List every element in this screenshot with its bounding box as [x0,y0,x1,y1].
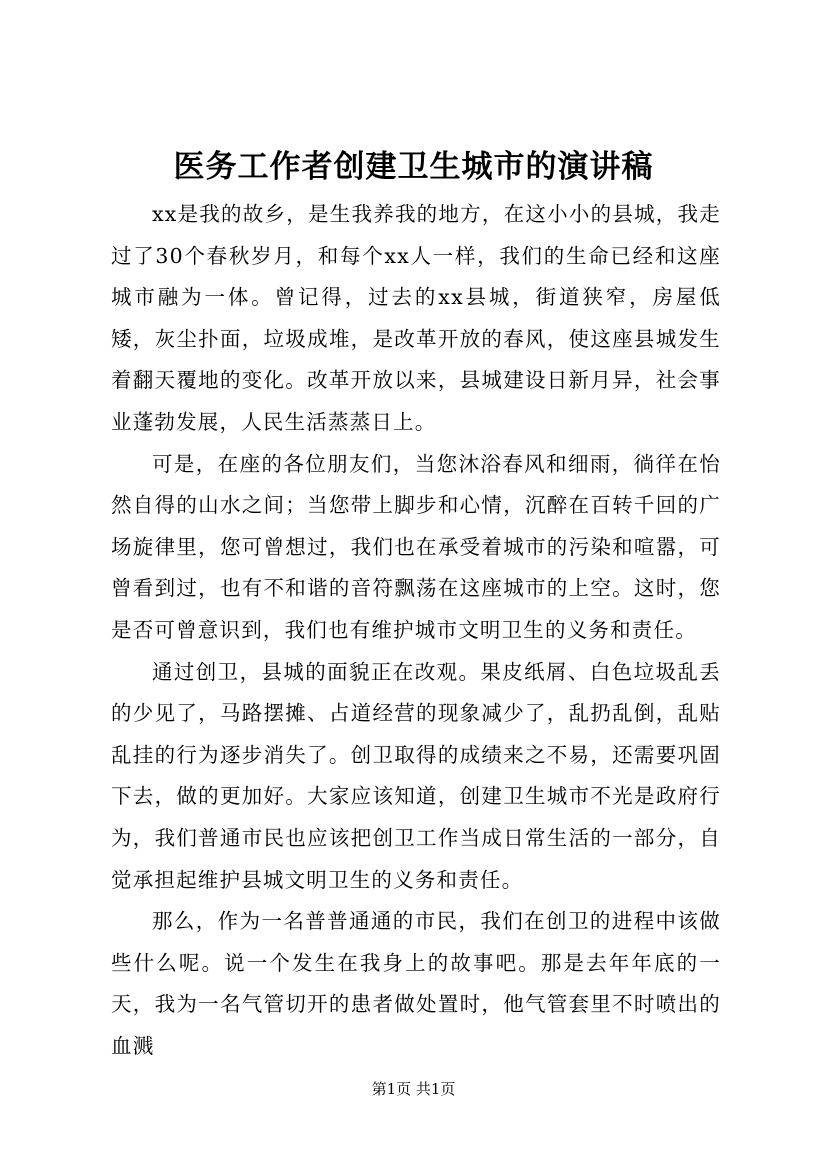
paragraph-3: 通过创卫，县城的面貌正在改观。果皮纸屑、白色垃圾乱丢的少见了，马路摆摊、占道经营的现象减少了，乱扔乱倒，乱贴乱挂的行为逐步消失了。创卫取得的成绩来之不易，还需要巩固下去，做的更加好。大家应该知道，创建卫生城市不光是政府行为，我们普通市民也应该把创卫工作当成日常生活的一部分，自觉承担起维护县城文明卫生的义务和责任。 [111,659,721,892]
document-title: 医务工作者创建卫生城市的演讲稿 [173,149,654,185]
paragraph-1: xx是我的故乡，是生我养我的地方，在这小小的县城，我走过了30个春秋岁月，和每个xx人一样，我们的生命已经和这座城市融为一体。曾记得，过去的xx县城，街道狭窄，房屋低矮，灰尘扑面，垃圾成堆，是改革开放的春风，使这座县城发生着翻天覆地的变化。改革开放以来，县城建设日新月异，社会事业蓬勃发展，人民生活蒸蒸日上。 [111,202,721,434]
paragraph-4: 那么，作为一名普普通通的市民，我们在创卫的进程中该做些什么呢。说一个发生在我身上的故事吧。那是去年年底的一天，我为一名气管切开的患者做处置时，他气管套里不时喷出的血溅 [111,909,721,1058]
paragraph-2: 可是，在座的各位朋友们，当您沐浴春风和细雨，徜徉在怡然自得的山水之间；当您带上脚步和心情，沉醉在百转千回的广场旋律里，您可曾想过，我们也在承受着城市的污染和喧嚣，可曾看到过，也有不和谐的音符飘荡在这座城市的上空。这时，您是否可曾意识到，我们也有维护城市文明卫生的义务和责任。 [111,451,721,642]
page-footer: 第1页 共1页 [371,1080,456,1098]
document-body [111,194,721,1067]
